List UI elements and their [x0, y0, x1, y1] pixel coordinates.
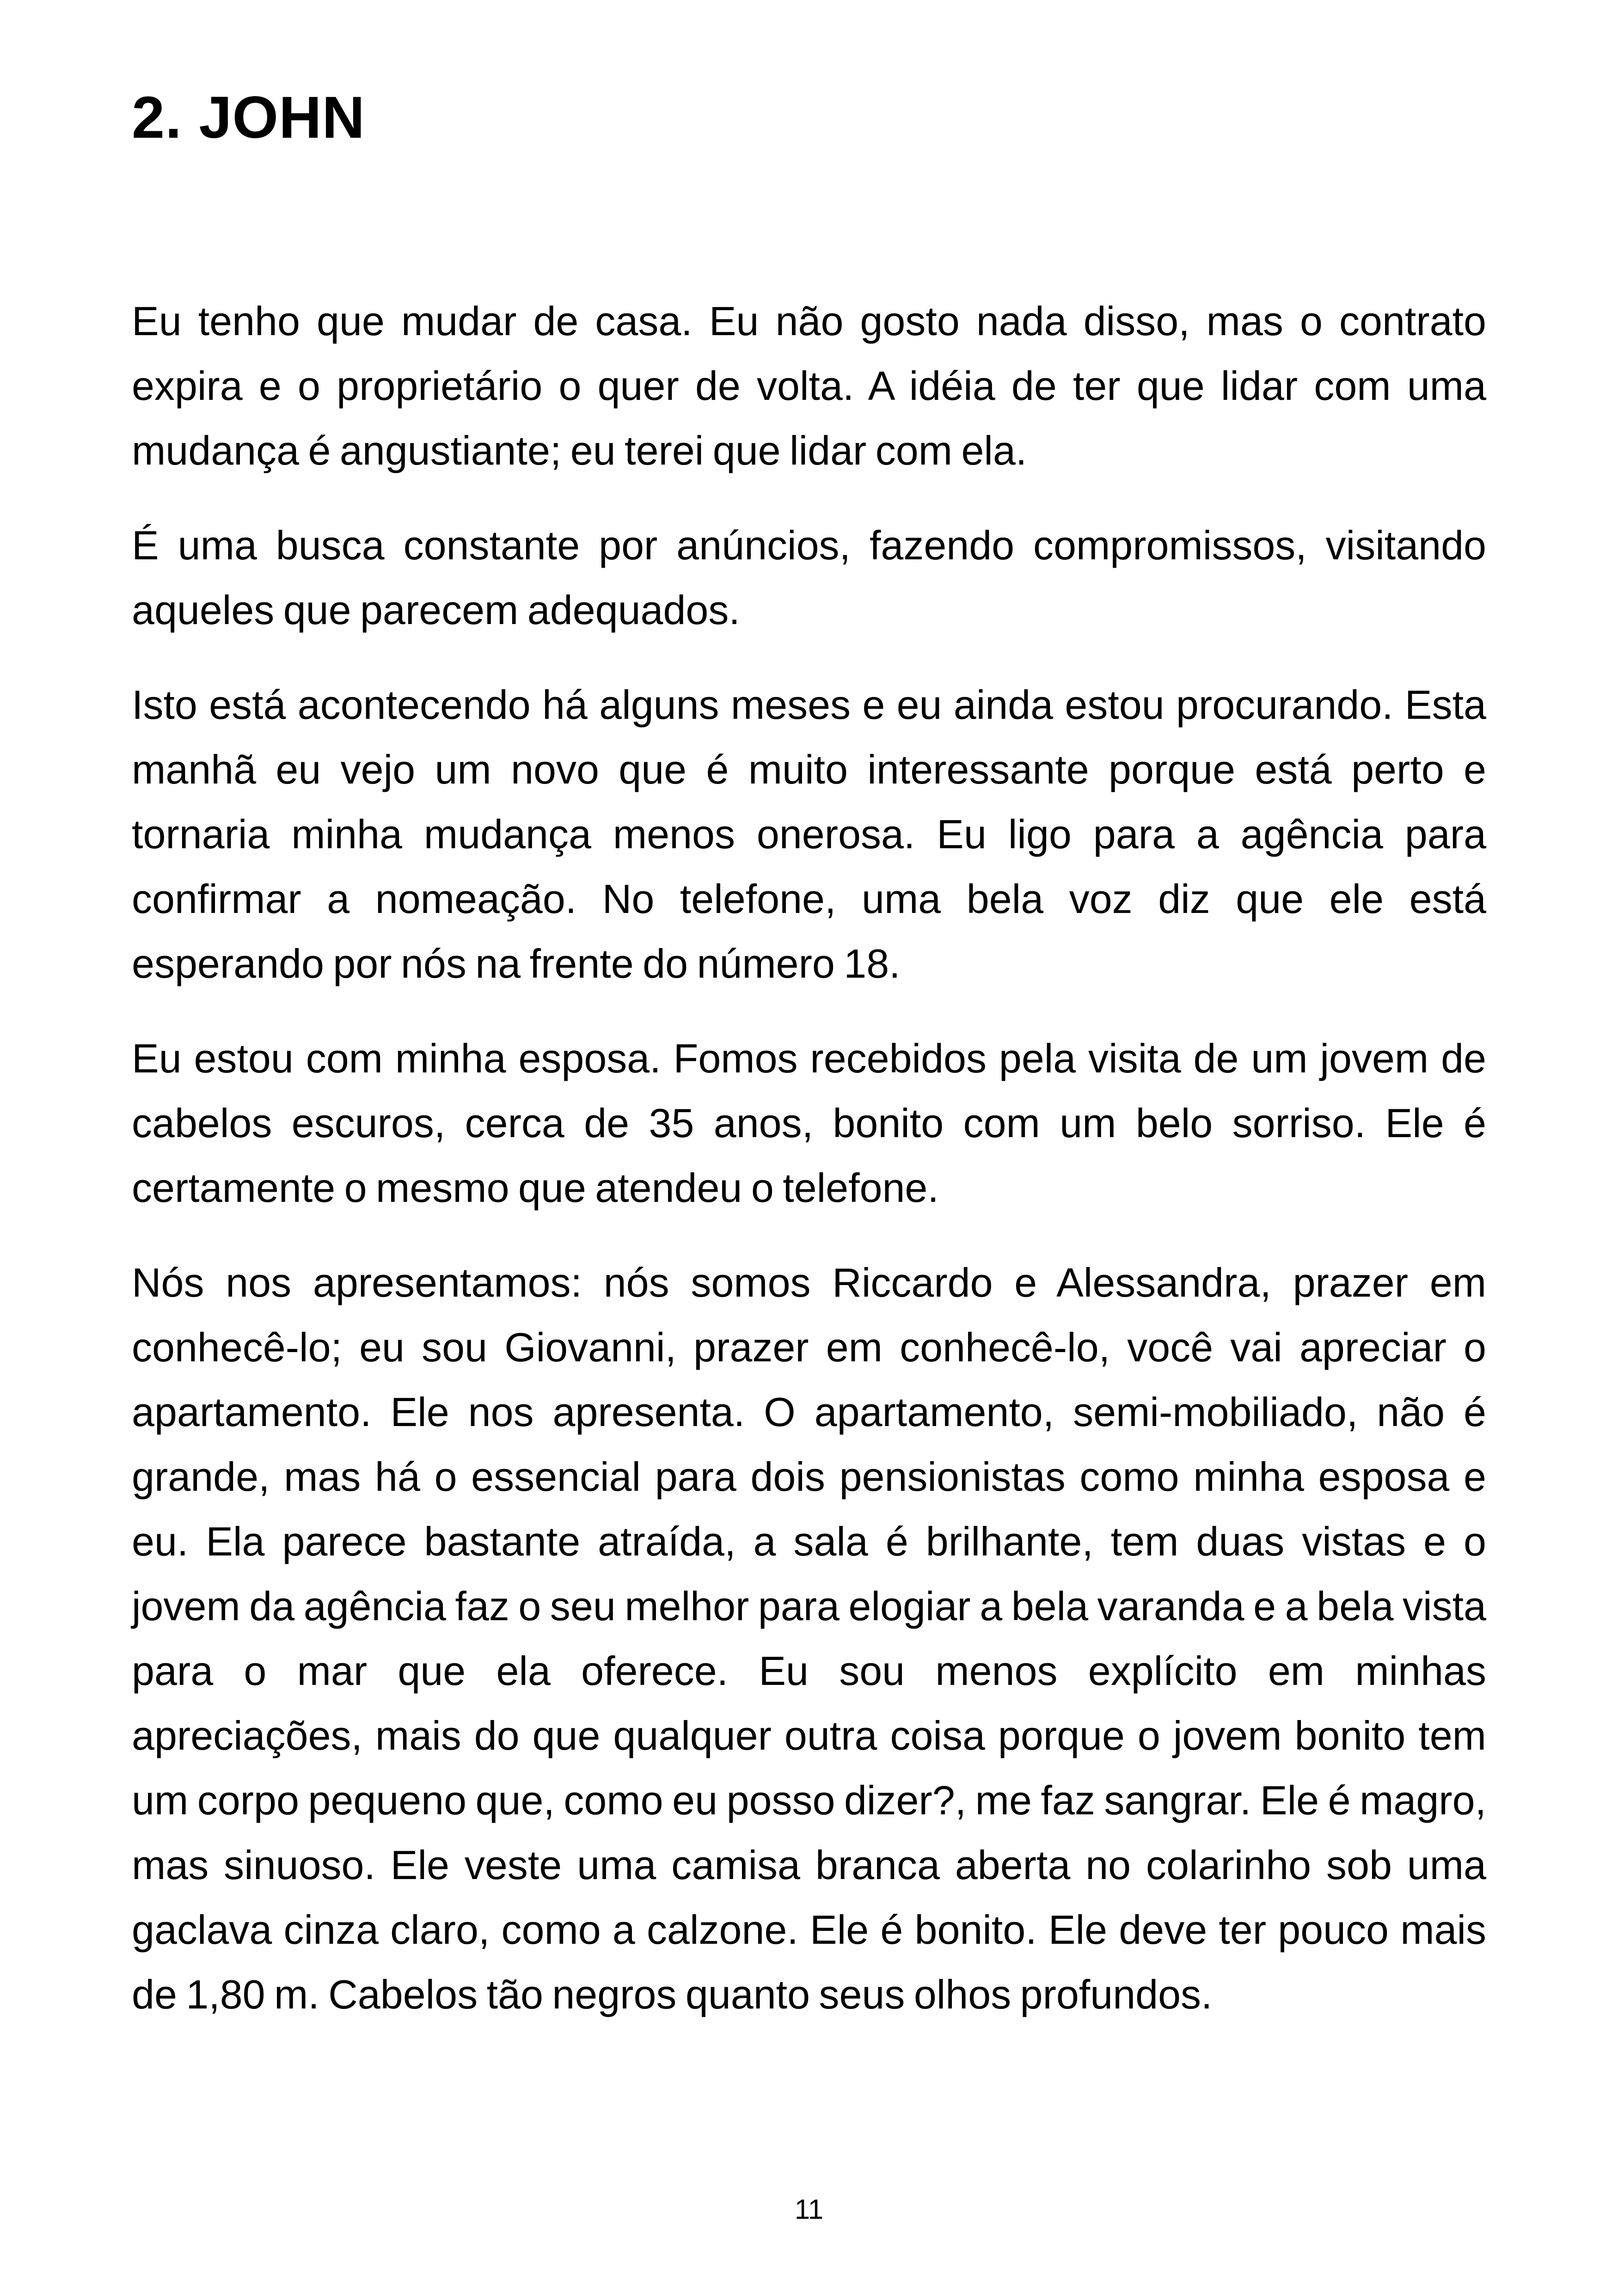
paragraph-1: Eu tenho que mudar de casa. Eu não gosto nada disso, mas o contrato expira e o proprietário o quer de volta. A idéia de ter que lidar com uma mudança é angustiante; eu terei que lidar com ela. [132, 298, 1486, 473]
page-number: 11 [794, 2194, 824, 2225]
paragraph-3: Isto está acontecendo há alguns meses e eu ainda estou procurando. Esta manhã eu vejo um novo que é muito interessante porque está perto e tornaria minha mudança menos onerosa. Eu ligo para a agência para confirmar a nomeação. No telefone, uma bela voz diz que ele está esperando por nós na frente do número 18. [132, 682, 1486, 986]
body-text [132, 289, 1486, 2027]
paragraph-4: Eu estou com minha esposa. Fomos recebidos pela visita de um jovem de cabelos escuros, cerca de 35 anos, bonito com um belo sorriso. Ele é certamente o mesmo que atendeu o telefone. [132, 1035, 1486, 1211]
paragraph-5: Nós nos apresentamos: nós somos Riccardo e Alessandra, prazer em conhecê-lo; eu sou Giovanni, prazer em conhecê-lo, você vai apreciar o apartamento. Ele nos apresenta. O apartamento, semi-mobiliado, não é grande, mas há o essencial para dois pensionistas como minha esposa e eu. Ela parece bastante atraída, a sala é brilhante, tem duas vistas e o jovem da agência faz o seu melhor para elogiar a bela varanda e a bela vista para o mar que ela oferece. Eu sou menos explícito em minhas apreciações, mais do que qualquer outra coisa porque o jovem bonito tem um corpo pequeno que, como eu posso dizer?, me faz sangrar. Ele é magro, mas sinuoso. Ele veste uma camisa branca aberta no colarinho sob uma gaclava cinza claro, como a calzone. Ele é bonito. Ele deve ter pouco mais de 1,80 m. Cabelos tão negros quanto seus olhos profundos. [132, 1260, 1486, 2017]
paragraph-2: É uma busca constante por anúncios, fazendo compromissos, visitando aqueles que parecem adequados. [132, 522, 1486, 633]
chapter-title: 2. JOHN [132, 85, 365, 151]
